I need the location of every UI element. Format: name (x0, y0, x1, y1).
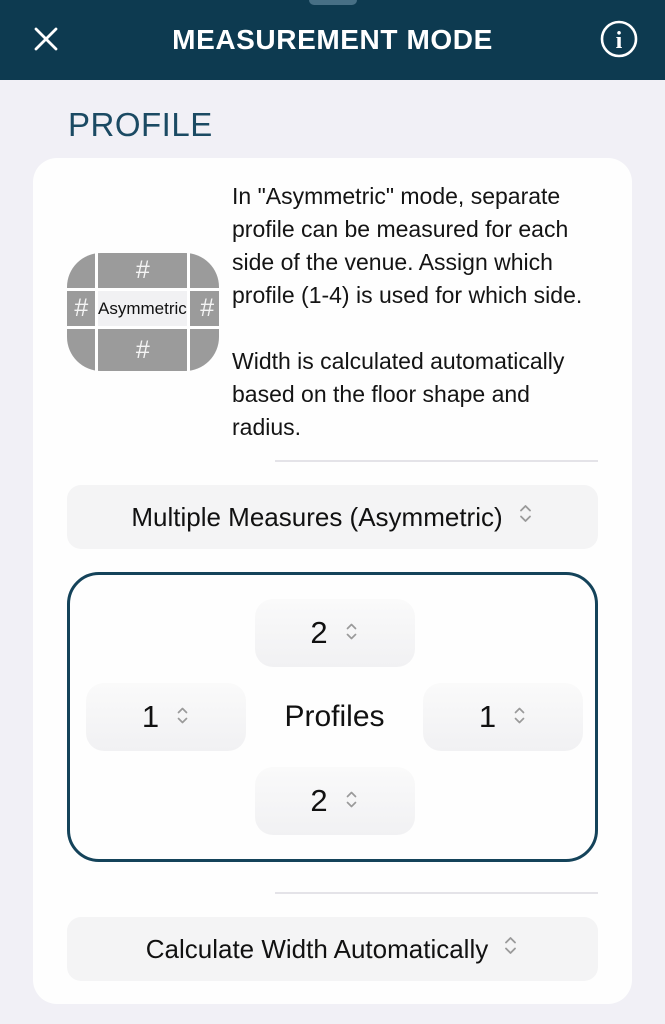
profiles-label: Profiles (284, 700, 385, 733)
chevron-updown-icon (344, 783, 359, 819)
hash-glyph: # (135, 256, 150, 284)
chevron-updown-icon (344, 615, 359, 651)
profiles-row-top (86, 599, 583, 667)
profiles-row-bottom (86, 767, 583, 835)
profile-card (33, 158, 632, 1004)
grid-cell-left (67, 291, 95, 326)
profile-right-stepper[interactable] (423, 683, 583, 751)
profile-bottom-value: 2 (310, 783, 328, 818)
divider (275, 460, 598, 462)
profile-right-value: 1 (478, 699, 497, 734)
width-mode-value: Calculate Width Automatically (145, 933, 489, 964)
grid-cell (190, 329, 219, 371)
chevron-updown-icon (517, 501, 534, 533)
svg-text:i: i (615, 27, 623, 54)
description-paragraph-2: Width is calculated automatically based on the floor shape and radius. (232, 348, 565, 440)
hash-glyph: # (199, 294, 214, 322)
grid-cell-bottom (98, 329, 187, 371)
mode-description (232, 180, 598, 444)
sheet-grabber-handle[interactable] (309, 0, 357, 5)
main-content (0, 80, 665, 1004)
profiles-box (67, 572, 598, 862)
close-icon (30, 23, 62, 58)
grid-cell-right (190, 291, 219, 326)
grid-cell-top (98, 253, 187, 288)
hash-glyph: # (135, 335, 150, 364)
hash-glyph: # (74, 294, 88, 322)
grid-cell (67, 253, 95, 288)
asymmetric-mode-icon (67, 253, 219, 371)
header (0, 0, 665, 80)
info-button[interactable] (597, 18, 641, 62)
width-mode-select[interactable] (67, 917, 598, 981)
close-button[interactable] (24, 18, 68, 62)
profiles-row-middle (86, 683, 583, 751)
chevron-updown-icon (502, 933, 519, 965)
profile-left-stepper[interactable] (86, 683, 246, 751)
measure-mode-select[interactable] (67, 485, 598, 549)
description-paragraph-1: In "Asymmetric" mode, separate profile can be measured for each side of the venue. Assign which profile (1-4) is used for which side. (232, 183, 583, 308)
info-icon (598, 18, 640, 63)
grid-cell (67, 329, 95, 371)
profile-left-value: 1 (141, 699, 160, 734)
mode-intro (67, 180, 598, 444)
profile-top-value: 2 (310, 615, 328, 650)
section-title: PROFILE (68, 106, 213, 143)
profile-bottom-stepper[interactable] (255, 767, 415, 835)
grid-cell (190, 253, 219, 288)
divider (275, 892, 598, 894)
mode-icon-label: Asymmetric (98, 291, 187, 326)
chevron-updown-icon (512, 699, 527, 735)
chevron-updown-icon (175, 699, 190, 735)
measure-mode-value: Multiple Measures (Asymmetric) (131, 501, 503, 532)
page-title: MEASUREMENT MODE (172, 24, 493, 55)
profile-top-stepper[interactable] (255, 599, 415, 667)
